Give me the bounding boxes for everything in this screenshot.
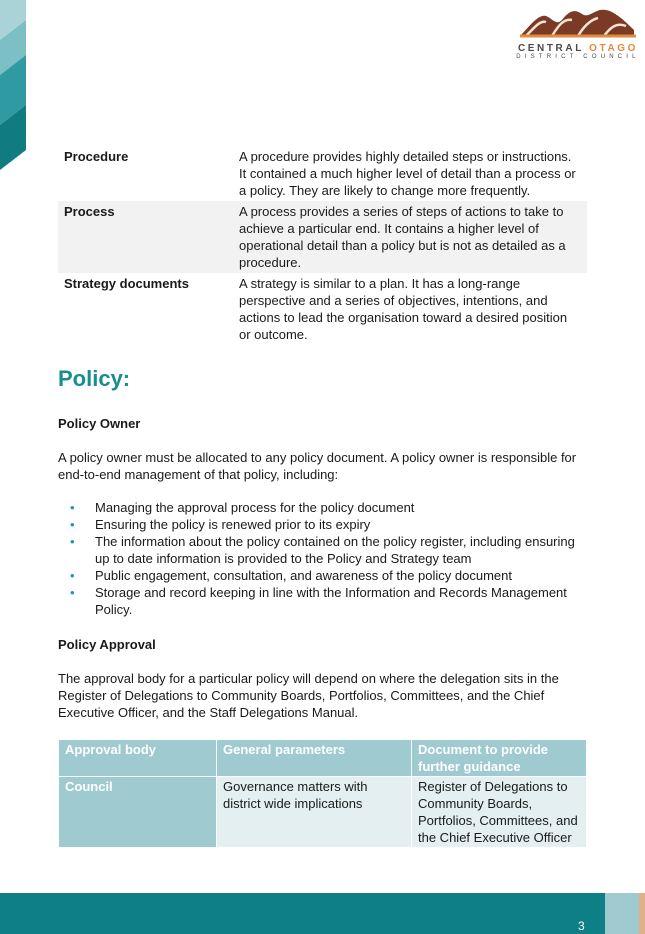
definition-term: Strategy documents bbox=[64, 276, 189, 291]
policy-owner-responsibilities bbox=[58, 499, 586, 618]
mountain-logo-icon bbox=[516, 4, 640, 40]
bullet-icon: • bbox=[70, 568, 75, 583]
definitions-table bbox=[58, 146, 587, 345]
definition-description: A process provides a series of steps of actions to take to achieve a particular end. It contains a higher level of operational detail than a policy but is not as detailed as a procedure. bbox=[233, 201, 587, 273]
table-cell: Governance matters with district wide implications bbox=[217, 777, 412, 848]
policy-approval-heading: Policy Approval bbox=[58, 637, 156, 652]
column-header: Approval body bbox=[59, 740, 217, 777]
policy-owner-heading: Policy Owner bbox=[58, 416, 141, 431]
bullet-icon: • bbox=[70, 585, 75, 600]
footer-accent-light bbox=[605, 893, 639, 934]
policy-approval-intro: The approval body for a particular policy will depend on where the delegation sits in the Register of Delegations to Community Boards, Portfolios, Committees, and the Chief Executive Officer, and the Staff Delegations Manual. bbox=[58, 671, 559, 720]
list-item: • Ensuring the policy is renewed prior to its expiry bbox=[70, 517, 371, 532]
definition-row bbox=[58, 146, 587, 201]
list-item: • Managing the approval process for the policy document bbox=[70, 500, 415, 515]
footer-bar bbox=[0, 893, 645, 934]
footer-accent-orange bbox=[639, 893, 645, 934]
definition-description: A procedure provides highly detailed steps or instructions. It contained a much higher level of detail than a process or a policy. They are likely to change more frequently. bbox=[239, 149, 576, 198]
definition-row bbox=[58, 273, 587, 345]
left-decorative-stripes bbox=[0, 0, 26, 170]
policy-owner-intro: A policy owner must be allocated to any policy document. A policy owner is responsible for end-to-end management of that policy, including: bbox=[58, 450, 577, 482]
definition-term: Procedure bbox=[64, 149, 129, 164]
list-item: • Public engagement, consultation, and awareness of the policy document bbox=[70, 568, 512, 583]
column-header: General parameters bbox=[217, 740, 412, 777]
logo-subtitle: DISTRICT COUNCIL bbox=[516, 54, 640, 60]
bullet-icon: • bbox=[70, 500, 75, 515]
logo-wordmark: CENTRAL OTAGO bbox=[517, 43, 639, 54]
policy-heading: Policy: bbox=[58, 366, 131, 391]
list-item: • Storage and record keeping in line with the Information and Records Management Policy. bbox=[70, 585, 567, 617]
list-item: • The information about the policy contained on the policy register, including ensuring up to date information is provided to the Policy and Strategy team bbox=[70, 534, 575, 566]
table-cell: Council bbox=[59, 777, 217, 848]
table-header-row bbox=[59, 740, 587, 777]
definition-row bbox=[58, 201, 587, 273]
bullet-icon: • bbox=[70, 517, 75, 532]
column-header: Document to provide further guidance bbox=[412, 740, 587, 777]
bullet-icon: • bbox=[70, 534, 75, 549]
council-logo bbox=[516, 4, 640, 62]
approval-table bbox=[58, 739, 587, 848]
definition-description: A strategy is similar to a plan. It has a long-range perspective and a series of objectives, intentions, and actions to lead the organisation toward a desired position or outcome. bbox=[239, 276, 568, 342]
page-number: 3 bbox=[578, 919, 585, 933]
table-row bbox=[59, 777, 587, 848]
definition-term: Process bbox=[58, 201, 233, 273]
table-cell: Register of Delegations to Community Boards, Portfolios, Committees, and the Chief Executive Officer bbox=[412, 777, 587, 848]
